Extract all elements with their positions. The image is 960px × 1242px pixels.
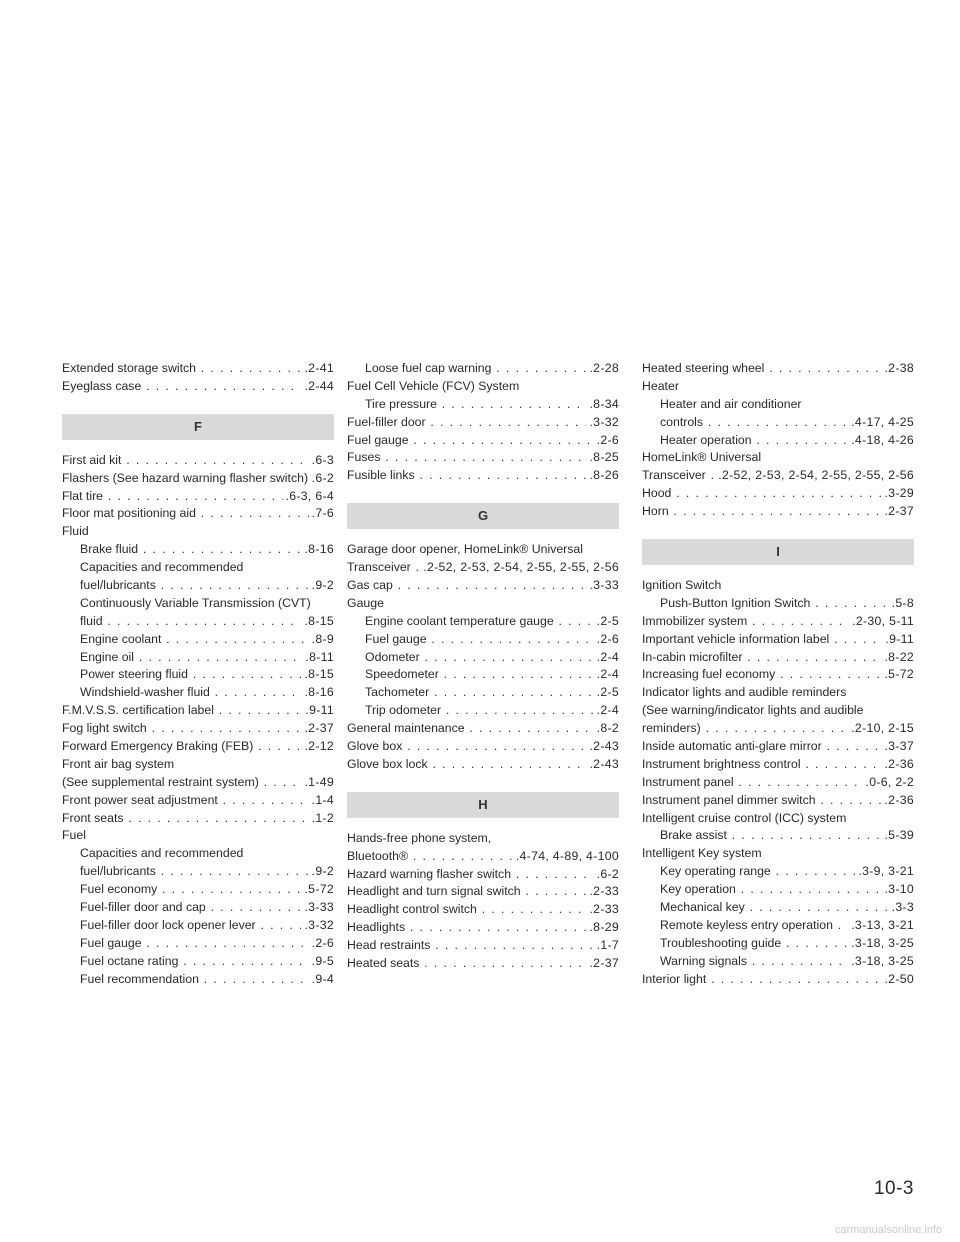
index-entry <box>347 613 619 631</box>
entry-label: Horn . . . <box>642 503 914 521</box>
entry-label: reminders) . . . <box>642 720 914 738</box>
entry-page-ref: .2-30, 5-11 <box>849 613 914 631</box>
entry-label: Fuses . . . <box>347 449 619 467</box>
index-entry <box>642 720 914 738</box>
entry-label: F.M.V.S.S. certification label . . . <box>62 702 334 720</box>
entry-label: controls . . . <box>660 414 914 432</box>
entry-page-ref: .0-6, 2-2 <box>863 774 915 792</box>
entry-label: Hands-free phone system, <box>347 830 492 845</box>
entry-label: Fusible links . . . <box>347 467 619 485</box>
entry-label: Immobilizer system . . . <box>642 613 914 631</box>
entry-page-ref: .8-22 <box>881 649 914 667</box>
entry-page-ref: .3-32 <box>586 414 619 432</box>
index-entry <box>642 899 914 917</box>
entry-page-ref: .2-43 <box>586 756 619 774</box>
entry-label: Fuel <box>62 828 86 843</box>
entry-page-ref: .8-26 <box>586 467 619 485</box>
index-entry <box>62 488 334 506</box>
entry-label: Loose fuel cap warning . . . <box>365 360 619 378</box>
entry-label: Push-Button Ignition Switch . . . <box>660 595 914 613</box>
index-entry <box>62 774 334 792</box>
entry-label: Floor mat positioning aid . . . <box>62 505 334 523</box>
entry-page-ref: .1-49 <box>301 774 334 792</box>
entry-label: Front power seat adjustment . . . <box>62 792 334 810</box>
entry-label: Transceiver . . . <box>642 467 914 485</box>
entry-page-ref: .6-3, 6-4 <box>283 488 335 506</box>
entry-label: Indicator lights and audible reminders <box>642 685 847 700</box>
index-column-2 <box>347 360 619 973</box>
entry-label: Troubleshooting guide . . . <box>660 935 914 953</box>
entry-page-ref: .8-11 <box>302 649 334 667</box>
index-entry <box>62 953 334 971</box>
index-entry <box>642 595 914 613</box>
spacer <box>347 774 619 792</box>
entry-page-ref: .2-4 <box>594 702 619 720</box>
entry-label: Instrument panel dimmer switch . . . <box>642 792 914 810</box>
index-entry <box>62 360 334 378</box>
entry-label: Intelligent Key system <box>642 846 762 861</box>
entry-page-ref: .2-6 <box>594 432 619 450</box>
section-header: I <box>642 539 914 565</box>
entry-label: Fuel recommendation . . . <box>80 971 334 989</box>
index-entry <box>62 378 334 396</box>
entry-label: Increasing fuel economy . . . <box>642 666 914 684</box>
entry-label: Remote keyless entry operation . . . <box>660 917 914 935</box>
index-entry <box>642 881 914 899</box>
entry-page-ref: .8-34 <box>586 396 619 414</box>
entry-page-ref: .4-17, 4-25 <box>848 414 914 432</box>
entry-label: Fuel economy . . . <box>80 881 334 899</box>
entry-page-ref: .2-37 <box>586 955 619 973</box>
entry-label: Heated steering wheel . . . <box>642 360 914 378</box>
entry-label: Headlight control switch . . . <box>347 901 619 919</box>
entry-page-ref: .8-2 <box>594 720 619 738</box>
entry-page-ref: .2-52, 2-53, 2-54, 2-55, 2-55, 2-56 <box>715 467 914 485</box>
index-entry <box>642 449 914 467</box>
entry-page-ref: .4-74, 4-89, 4-100 <box>513 848 619 866</box>
index-entry <box>347 702 619 720</box>
index-entry <box>62 756 334 774</box>
index-entry <box>62 971 334 989</box>
index-entry <box>62 827 334 845</box>
entry-label: In-cabin microfilter . . . <box>642 649 914 667</box>
entry-label: fuel/lubricants . . . <box>80 863 334 881</box>
entry-label: Heater and air conditioner <box>660 396 802 411</box>
entry-page-ref: .9-2 <box>309 863 334 881</box>
entry-page-ref: .3-18, 3-25 <box>848 953 914 971</box>
index-entry <box>642 738 914 756</box>
index-entry <box>642 631 914 649</box>
entry-label: Gas cap . . . <box>347 577 619 595</box>
entry-label: (See supplemental restraint system) . . . <box>62 774 334 792</box>
index-column-3 <box>642 360 914 989</box>
entry-page-ref: .2-43 <box>586 738 619 756</box>
index-entry <box>62 595 334 613</box>
entry-page-ref: .8-16 <box>301 684 334 702</box>
index-entry <box>347 631 619 649</box>
entry-label: Engine oil . . . <box>80 649 334 667</box>
entry-label: General maintenance . . . <box>347 720 619 738</box>
entry-label: Fuel-filler door and cap . . . <box>80 899 334 917</box>
index-entry <box>347 738 619 756</box>
index-entry <box>642 414 914 432</box>
index-entry <box>62 684 334 702</box>
index-entry <box>347 432 619 450</box>
index-entry <box>642 863 914 881</box>
index-entry <box>62 666 334 684</box>
entry-page-ref: .2-37 <box>301 720 334 738</box>
index-entry <box>642 845 914 863</box>
index-entry <box>642 378 914 396</box>
entry-label: Capacities and recommended <box>80 846 244 861</box>
index-entry <box>62 738 334 756</box>
entry-label: Instrument brightness control . . . <box>642 756 914 774</box>
index-entry <box>62 845 334 863</box>
entry-label: Fuel gauge . . . <box>347 432 619 450</box>
entry-page-ref: .6-2 <box>309 470 334 488</box>
index-entry <box>62 523 334 541</box>
entry-label: Intelligent cruise control (ICC) system <box>642 810 847 825</box>
entry-label: Fluid <box>62 524 89 539</box>
entry-page-ref: .1-2 <box>309 810 334 828</box>
index-entry <box>347 866 619 884</box>
index-entry <box>642 613 914 631</box>
index-entry <box>642 827 914 845</box>
index-entry <box>347 901 619 919</box>
entry-page-ref: .5-72 <box>881 666 914 684</box>
entry-page-ref: .2-36 <box>881 756 914 774</box>
entry-page-ref: .3-33 <box>586 577 619 595</box>
index-entry <box>642 702 914 720</box>
entry-label: First aid kit . . . <box>62 452 334 470</box>
entry-label: Fuel gauge . . . <box>80 935 334 953</box>
index-entry <box>62 452 334 470</box>
index-entry <box>642 756 914 774</box>
entry-label: (See warning/indicator lights and audible <box>642 703 864 718</box>
entry-label: Important vehicle information label . . . <box>642 631 914 649</box>
entry-page-ref: .8-29 <box>586 919 619 937</box>
entry-page-ref: .6-2 <box>594 866 619 884</box>
entry-page-ref: .8-25 <box>586 449 619 467</box>
index-entry <box>347 830 619 848</box>
entry-label: Ignition Switch <box>642 578 722 593</box>
entry-label: HomeLink® Universal <box>642 450 762 465</box>
index-entry <box>642 917 914 935</box>
index-entry <box>62 649 334 667</box>
entry-label: fluid . . . <box>80 613 334 631</box>
index-entry <box>642 360 914 378</box>
index-entry <box>347 937 619 955</box>
index-entry <box>62 935 334 953</box>
entry-page-ref: .2-41 <box>301 360 334 378</box>
entry-page-ref: .2-5 <box>594 613 619 631</box>
index-entry <box>62 917 334 935</box>
entry-page-ref: .3-13, 3-21 <box>848 917 914 935</box>
entry-page-ref: .3-9, 3-21 <box>855 863 914 881</box>
entry-label: Headlights . . . <box>347 919 619 937</box>
index-entry <box>347 449 619 467</box>
entry-label: Fuel gauge . . . <box>365 631 619 649</box>
index-entry <box>642 577 914 595</box>
entry-page-ref: .2-36 <box>881 792 914 810</box>
entry-page-ref: .9-5 <box>309 953 334 971</box>
index-entry <box>62 470 334 488</box>
index-entry <box>347 541 619 559</box>
entry-label: Flat tire . . . <box>62 488 334 506</box>
index-entry <box>62 899 334 917</box>
entry-page-ref: .2-5 <box>594 684 619 702</box>
entry-label: Interior light . . . <box>642 971 914 989</box>
index-entry <box>347 360 619 378</box>
index-entry <box>62 505 334 523</box>
index-column-1 <box>62 360 334 989</box>
entry-page-ref: .7-6 <box>309 505 334 523</box>
entry-page-ref: .3-32 <box>301 917 334 935</box>
entry-label: Fuel octane rating . . . <box>80 953 334 971</box>
entry-label: Eyeglass case . . . <box>62 378 334 396</box>
entry-label: Odometer . . . <box>365 649 619 667</box>
entry-page-ref: .2-4 <box>594 649 619 667</box>
index-entry <box>347 720 619 738</box>
entry-label: Glove box . . . <box>347 738 619 756</box>
index-entry <box>62 577 334 595</box>
entry-label: Front seats . . . <box>62 810 334 828</box>
entry-page-ref: .2-44 <box>301 378 334 396</box>
index-entry <box>642 810 914 828</box>
entry-label: Tire pressure . . . <box>365 396 619 414</box>
entry-label: Tachometer . . . <box>365 684 619 702</box>
spacer <box>642 521 914 539</box>
index-entry <box>347 396 619 414</box>
index-entry <box>642 396 914 414</box>
index-entry <box>347 756 619 774</box>
entry-label: Forward Emergency Braking (FEB) . . . <box>62 738 334 756</box>
index-entry <box>642 467 914 485</box>
entry-page-ref: .3-3 <box>889 899 914 917</box>
entry-label: Windshield-washer fluid . . . <box>80 684 334 702</box>
entry-page-ref: .2-10, 2-15 <box>848 720 914 738</box>
index-entry <box>642 971 914 989</box>
section-header: H <box>347 792 619 818</box>
entry-page-ref: .6-3 <box>309 452 334 470</box>
entry-label: Headlight and turn signal switch . . . <box>347 883 619 901</box>
entry-page-ref: .3-10 <box>881 881 914 899</box>
index-entry <box>62 541 334 559</box>
entry-label: Extended storage switch . . . <box>62 360 334 378</box>
index-entry <box>642 432 914 450</box>
index-entry <box>347 378 619 396</box>
entry-label: Flashers (See hazard warning flasher switch) . . . <box>62 470 334 488</box>
index-entry <box>62 631 334 649</box>
entry-page-ref: .8-15 <box>301 613 334 631</box>
index-entry <box>642 935 914 953</box>
entry-page-ref: .9-11 <box>302 702 334 720</box>
index-entry <box>62 613 334 631</box>
index-entry <box>347 919 619 937</box>
entry-page-ref: .2-52, 2-53, 2-54, 2-55, 2-55, 2-56 <box>420 559 619 577</box>
index-entry <box>642 485 914 503</box>
index-entry <box>347 955 619 973</box>
entry-page-ref: .2-38 <box>881 360 914 378</box>
index-entry <box>642 953 914 971</box>
entry-page-ref: .3-18, 3-25 <box>848 935 914 953</box>
entry-page-ref: .5-8 <box>889 595 914 613</box>
entry-label: Mechanical key . . . <box>660 899 914 917</box>
entry-page-ref: .3-33 <box>301 899 334 917</box>
index-entry <box>642 649 914 667</box>
index-entry <box>62 559 334 577</box>
entry-page-ref: .2-4 <box>594 666 619 684</box>
entry-label: Instrument panel . . . <box>642 774 914 792</box>
watermark-strip <box>0 1224 960 1242</box>
entry-page-ref: .2-12 <box>301 738 334 756</box>
entry-page-ref: .2-33 <box>586 901 619 919</box>
index-entry <box>642 503 914 521</box>
entry-label: Garage door opener, HomeLink® Universal <box>347 542 583 557</box>
spacer <box>347 485 619 503</box>
entry-label: Inside automatic anti-glare mirror . . . <box>642 738 914 756</box>
index-entry <box>62 720 334 738</box>
entry-label: Heater operation . . . <box>660 432 914 450</box>
index-entry <box>642 774 914 792</box>
entry-label: Heated seats . . . <box>347 955 619 973</box>
page-number: 10-3 <box>873 1178 914 1199</box>
entry-page-ref: .2-33 <box>586 883 619 901</box>
index-entry <box>62 881 334 899</box>
entry-page-ref: .5-39 <box>881 827 914 845</box>
index-entry <box>62 792 334 810</box>
index-entry <box>347 577 619 595</box>
entry-page-ref: .8-9 <box>309 631 334 649</box>
entry-label: Key operating range . . . <box>660 863 914 881</box>
entry-label: Brake fluid . . . <box>80 541 334 559</box>
entry-label: Capacities and recommended <box>80 560 244 575</box>
entry-label: Gauge <box>347 595 384 610</box>
entry-label: Fuel-filler door lock opener lever . . . <box>80 917 334 935</box>
index-entry <box>347 684 619 702</box>
section-header: G <box>347 503 619 529</box>
entry-label: Engine coolant . . . <box>80 631 334 649</box>
index-entry <box>347 414 619 432</box>
index-entry <box>347 848 619 866</box>
entry-label: Fog light switch . . . <box>62 720 334 738</box>
entry-label: Continuously Variable Transmission (CVT) <box>80 595 311 610</box>
entry-label: Fuel-filler door . . . <box>347 414 619 432</box>
entry-label: Bluetooth® . . . <box>347 848 619 866</box>
watermark-text: carmanualsonline.info <box>834 1224 942 1236</box>
index-entry <box>347 666 619 684</box>
entry-page-ref: .1-4 <box>309 792 334 810</box>
entry-page-ref: .9-11 <box>882 631 914 649</box>
entry-page-ref: .2-37 <box>881 503 914 521</box>
entry-label: Trip odometer . . . <box>365 702 619 720</box>
index-entry <box>347 559 619 577</box>
entry-label: Power steering fluid . . . <box>80 666 334 684</box>
section-header: F <box>62 414 334 440</box>
entry-label: Fuel Cell Vehicle (FCV) System <box>347 378 520 393</box>
entry-page-ref: .8-15 <box>301 666 334 684</box>
entry-label: Hazard warning flasher switch . . . <box>347 866 619 884</box>
entry-page-ref: .2-28 <box>586 360 619 378</box>
entry-page-ref: .2-6 <box>594 631 619 649</box>
entry-label: Brake assist . . . <box>660 827 914 845</box>
entry-page-ref: .9-4 <box>309 971 334 989</box>
index-entry <box>62 702 334 720</box>
entry-page-ref: .2-50 <box>881 971 914 989</box>
index-entry <box>642 792 914 810</box>
index-entry <box>347 595 619 613</box>
entry-page-ref: .1-7 <box>594 937 619 955</box>
entry-label: Glove box lock . . . <box>347 756 619 774</box>
index-entry <box>62 863 334 881</box>
index-entry <box>642 666 914 684</box>
entry-page-ref: .9-2 <box>309 577 334 595</box>
entry-label: Key operation . . . <box>660 881 914 899</box>
index-entry <box>347 649 619 667</box>
entry-page-ref: .3-37 <box>881 738 914 756</box>
entry-page-ref: .8-16 <box>301 541 334 559</box>
entry-label: Head restraints . . . <box>347 937 619 955</box>
entry-label: Warning signals . . . <box>660 953 914 971</box>
index-entry <box>62 810 334 828</box>
entry-page-ref: .3-29 <box>881 485 914 503</box>
entry-label: Speedometer . . . <box>365 666 619 684</box>
entry-label: Hood . . . <box>642 485 914 503</box>
entry-label: fuel/lubricants . . . <box>80 577 334 595</box>
entry-label: Transceiver . . . <box>347 559 619 577</box>
entry-page-ref: .5-72 <box>301 881 334 899</box>
entry-label: Heater <box>642 378 679 393</box>
spacer <box>62 396 334 414</box>
index-entry <box>347 883 619 901</box>
index-entry <box>347 467 619 485</box>
entry-page-ref: .4-18, 4-26 <box>848 432 914 450</box>
entry-page-ref: .2-6 <box>309 935 334 953</box>
index-entry <box>642 684 914 702</box>
entry-label: Engine coolant temperature gauge . . . <box>365 613 619 631</box>
entry-label: Front air bag system <box>62 756 175 771</box>
